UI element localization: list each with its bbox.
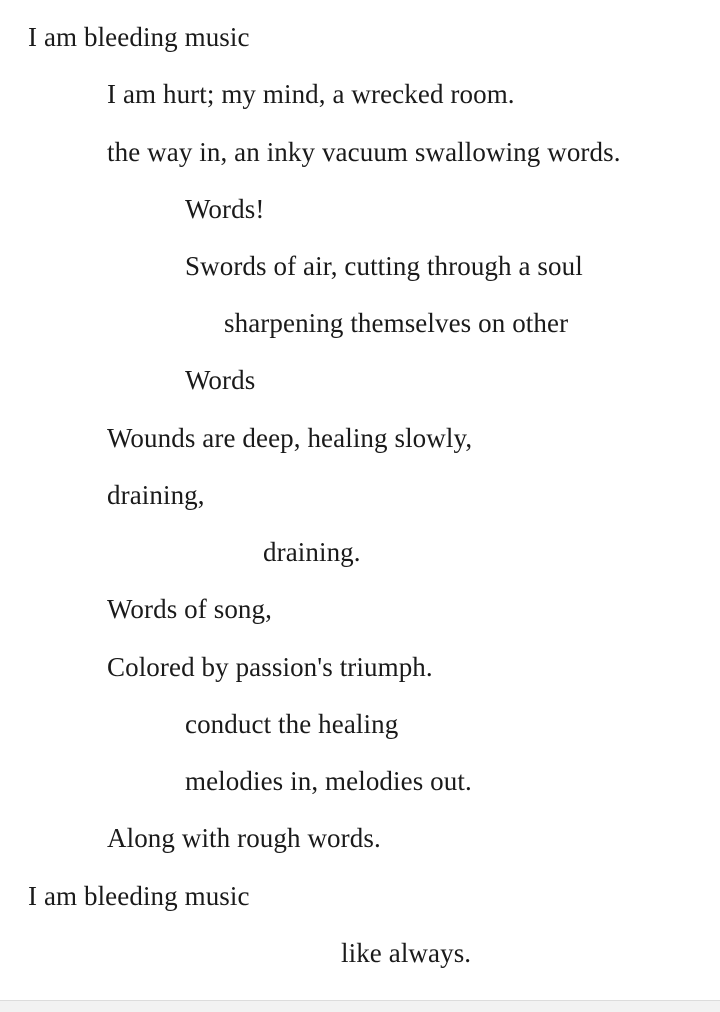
poem-line-13: conduct the healing [185, 709, 399, 739]
poem-line-5: Swords of air, cutting through a soul [185, 251, 583, 281]
poem-line-14: melodies in, melodies out. [185, 766, 472, 796]
poem-line-7: Words [185, 365, 256, 395]
poem-line-17: like always. [341, 938, 472, 968]
poem-line-16: I am bleeding music [28, 881, 250, 911]
poem-line-10: draining. [263, 537, 361, 567]
poem-line-3: the way in, an inky vacuum swallowing words. [107, 137, 621, 167]
poem-line-8: Wounds are deep, healing slowly, [107, 423, 473, 453]
poem-line-6: sharpening themselves on other [224, 308, 569, 338]
poem-line-1: I am bleeding music [28, 22, 250, 52]
poem-line-12: Colored by passion's triumph. [107, 652, 433, 682]
poem-line-4: Words! [185, 194, 265, 224]
poem-line-15: Along with rough words. [107, 823, 381, 853]
poem-line-9: draining, [107, 480, 205, 510]
poem-line-11: Words of song, [107, 594, 272, 624]
poem-line-2: I am hurt; my mind, a wrecked room. [107, 79, 515, 109]
page-bottom-edge [0, 1000, 720, 1012]
